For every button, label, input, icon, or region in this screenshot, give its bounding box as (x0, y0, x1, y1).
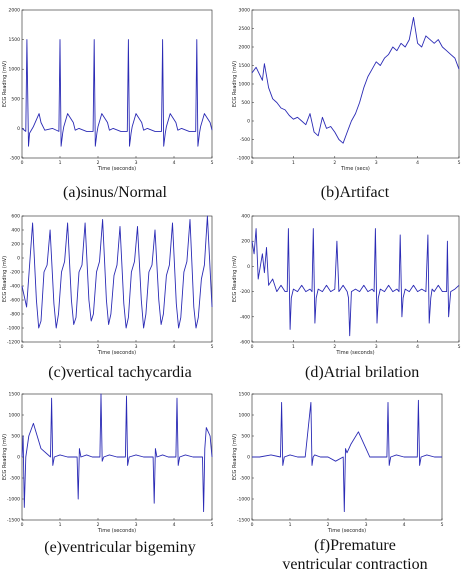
chart-panel-c (0, 208, 218, 358)
y-tick-label-e-4: 500 (11, 434, 20, 440)
x-axis-label-a: Time (seconds) (97, 166, 137, 172)
chart-svg-d (230, 208, 465, 358)
x-tick-label-d-0: 0 (250, 345, 254, 350)
x-tick-label-f-1: 1 (288, 523, 292, 528)
y-tick-label-f-6: 1500 (238, 392, 250, 398)
x-tick-label-e-3: 3 (134, 523, 138, 528)
y-tick-label-d-5: 400 (241, 214, 250, 220)
y-axis-label-d: ECG Reading (mV) (232, 255, 238, 303)
y-tick-label-c-8: 400 (11, 228, 20, 234)
x-tick-label-a-5: 5 (210, 161, 214, 166)
chart-panel-b (230, 2, 465, 174)
chart-panel-f (230, 386, 448, 536)
y-tick-label-b-2: 0 (247, 119, 250, 125)
x-tick-label-a-2: 2 (96, 161, 100, 166)
y-tick-label-c-2: -800 (9, 312, 20, 318)
y-tick-label-b-7: 2500 (238, 27, 250, 32)
y-axis-label-c: ECG Reading (mV) (2, 255, 8, 303)
y-tick-label-b-3: 500 (241, 101, 250, 106)
x-tick-label-c-4: 4 (172, 345, 176, 350)
x-tick-label-e-5: 5 (210, 523, 214, 528)
y-tick-label-f-2: -500 (239, 476, 250, 482)
x-tick-label-d-1: 1 (291, 345, 295, 350)
chart-svg-f (230, 386, 448, 536)
y-tick-label-e-6: 1500 (8, 392, 20, 398)
x-tick-label-c-5: 5 (210, 345, 214, 350)
x-tick-label-b-3: 3 (374, 161, 378, 166)
caption-a: (a)sinus/Normal (63, 184, 167, 201)
caption-b: (b)Artifact (320, 184, 390, 201)
y-tick-label-b-1: -500 (239, 138, 250, 143)
y-tick-label-d-0: -600 (239, 340, 250, 346)
x-tick-label-a-3: 3 (134, 161, 138, 166)
chart-panel-d (230, 208, 465, 358)
caption-e: (e)ventricular bigeminy (44, 539, 196, 556)
x-tick-label-a-4: 4 (172, 161, 176, 166)
x-tick-label-b-2: 2 (333, 161, 337, 166)
x-tick-label-f-5: 5 (440, 523, 444, 528)
chart-svg-b (230, 2, 465, 174)
y-tick-label-f-3: 0 (247, 455, 250, 461)
x-tick-label-b-4: 4 (416, 161, 420, 166)
x-tick-label-e-4: 4 (172, 523, 176, 528)
x-tick-label-e-0: 0 (20, 523, 24, 528)
chart-panel-a (0, 2, 218, 174)
chart-svg-e (0, 386, 218, 536)
x-tick-label-a-1: 1 (58, 161, 62, 166)
x-tick-label-f-3: 3 (364, 523, 368, 528)
x-tick-label-d-4: 4 (416, 345, 420, 350)
y-tick-label-b-0: -1000 (236, 156, 250, 162)
x-tick-label-f-0: 0 (250, 523, 254, 528)
plot-frame-b (252, 10, 459, 158)
y-tick-label-b-6: 2000 (238, 45, 250, 51)
y-tick-label-c-9: 600 (11, 214, 20, 220)
x-tick-label-e-2: 2 (96, 523, 100, 528)
y-tick-label-c-0: -1200 (6, 340, 20, 346)
y-tick-label-c-7: 200 (11, 242, 20, 248)
y-tick-label-c-3: -600 (9, 298, 20, 304)
x-tick-label-b-1: 1 (291, 161, 295, 166)
y-tick-label-e-1: -1000 (6, 497, 20, 503)
y-tick-label-c-4: -400 (9, 284, 20, 290)
y-tick-label-b-4: 1000 (238, 82, 250, 88)
y-tick-label-f-1: -1000 (236, 497, 250, 503)
y-tick-label-f-0: -1500 (236, 518, 250, 524)
y-tick-label-f-5: 1000 (238, 413, 250, 419)
y-tick-label-c-1: -1000 (6, 326, 20, 332)
x-tick-label-d-5: 5 (457, 345, 461, 350)
y-tick-label-d-4: 200 (241, 239, 250, 245)
x-tick-label-a-0: 0 (20, 161, 24, 166)
x-tick-label-c-3: 3 (134, 345, 138, 350)
y-axis-label-b: ECG Reading (mV) (232, 60, 238, 108)
y-tick-label-c-5: -200 (9, 270, 20, 276)
y-tick-label-a-4: 1500 (8, 38, 20, 44)
y-tick-label-a-0: -500 (9, 156, 20, 162)
y-tick-label-b-5: 1500 (238, 64, 250, 69)
x-tick-label-d-3: 3 (374, 345, 378, 350)
x-axis-label-e: Time (seconds) (97, 528, 137, 534)
x-tick-label-b-5: 5 (457, 161, 461, 166)
y-tick-label-a-1: 0 (17, 126, 20, 132)
y-tick-label-e-3: 0 (17, 455, 20, 461)
y-tick-label-d-2: -200 (239, 290, 250, 296)
y-tick-label-a-5: 2000 (8, 8, 20, 14)
y-tick-label-b-8: 3000 (238, 8, 250, 14)
y-tick-label-e-0: -1500 (6, 518, 20, 524)
y-axis-label-a: ECG Reading (mV) (2, 60, 8, 108)
x-tick-label-e-1: 1 (58, 523, 62, 528)
y-tick-label-a-2: 500 (11, 97, 20, 103)
y-tick-label-f-4: 500 (241, 434, 250, 440)
x-tick-label-c-0: 0 (20, 345, 24, 350)
x-axis-label-b: Time (secs) (341, 166, 370, 172)
chart-svg-a (0, 2, 218, 174)
caption-c: (c)vertical tachycardia (48, 364, 192, 381)
x-axis-label-d: Time (seconds) (336, 350, 375, 356)
x-axis-label-f: Time (seconds) (327, 528, 367, 534)
y-axis-label-e: ECG Reading (mV) (2, 433, 8, 481)
y-tick-label-c-6: 0 (17, 256, 20, 262)
y-tick-label-d-3: 0 (247, 264, 250, 270)
chart-svg-c (0, 208, 218, 358)
chart-panel-e (0, 386, 218, 536)
y-tick-label-a-3: 1000 (8, 67, 20, 73)
x-tick-label-f-2: 2 (326, 523, 330, 528)
plot-frame-a (22, 10, 212, 158)
y-tick-label-d-1: -400 (239, 315, 250, 321)
x-tick-label-d-2: 2 (333, 345, 337, 350)
y-axis-label-f: ECG Reading (mV) (232, 433, 238, 481)
caption-f: (f)Premature ventricular contraction (282, 537, 428, 573)
x-axis-label-c: Time (seconds) (97, 350, 137, 356)
x-tick-label-f-4: 4 (402, 523, 406, 528)
y-tick-label-e-2: -500 (9, 476, 20, 482)
caption-d: (d)Atrial brilation (305, 364, 420, 381)
x-tick-label-c-2: 2 (96, 345, 100, 350)
y-tick-label-e-5: 1000 (8, 413, 20, 419)
x-tick-label-c-1: 1 (58, 345, 62, 350)
x-tick-label-b-0: 0 (250, 161, 254, 166)
